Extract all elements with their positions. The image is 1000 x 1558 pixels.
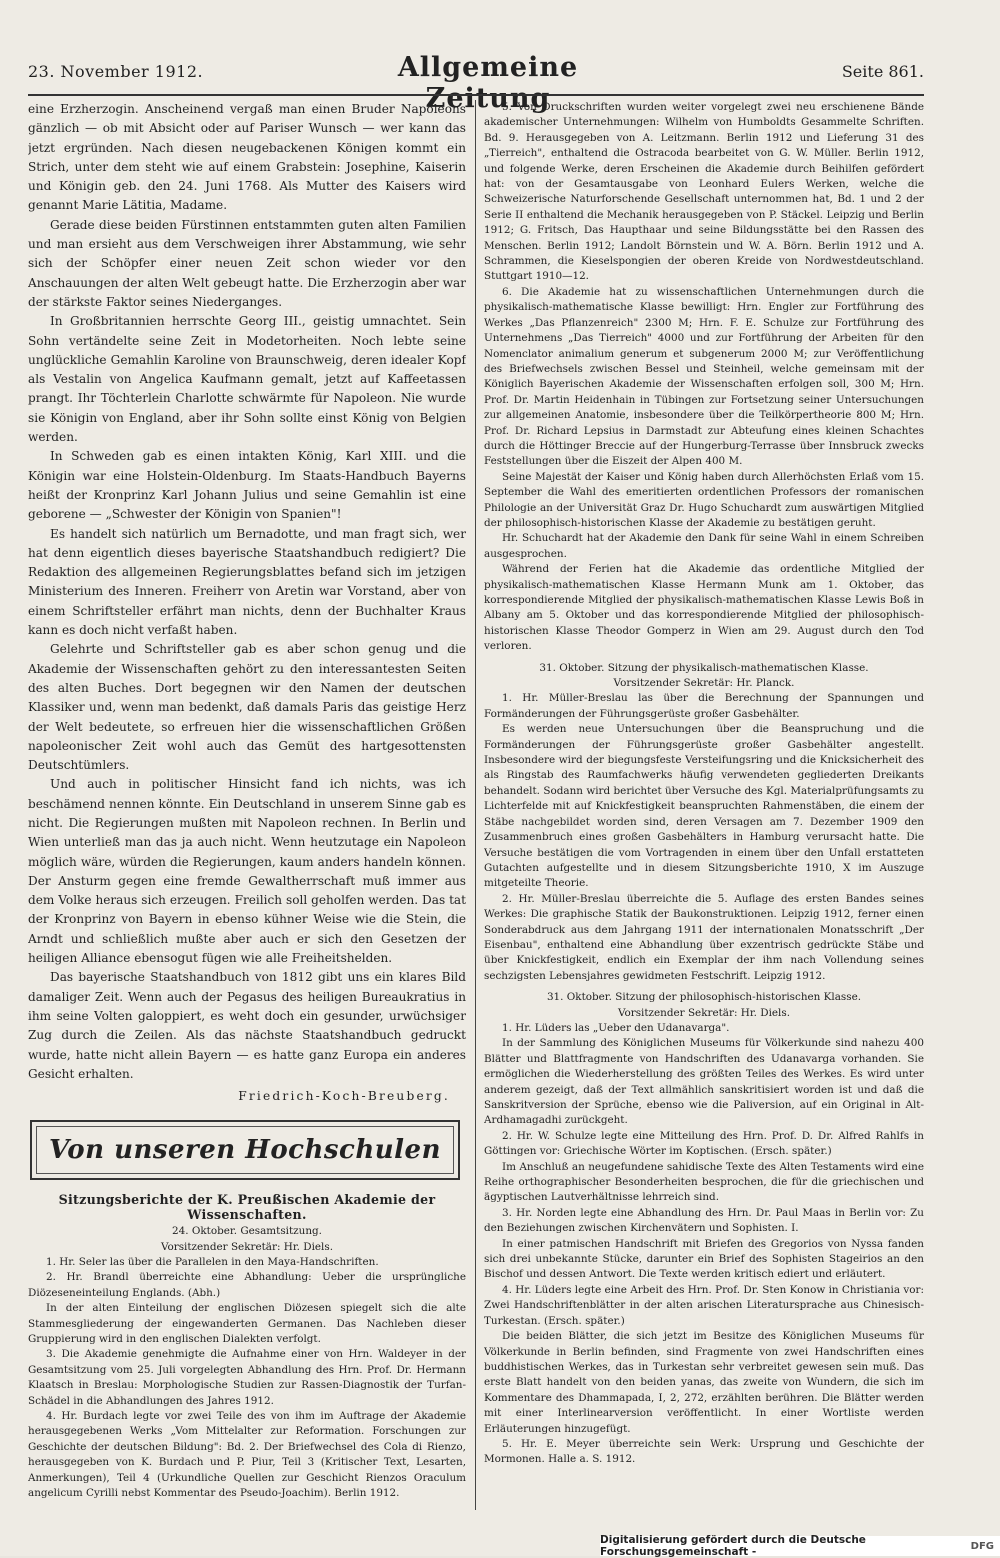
section-heading: Von unseren Hochschulen (36, 1126, 454, 1174)
author-signature: Friedrich-Koch-Breuberg. (238, 1089, 450, 1104)
paragraph: In Großbritannien herrschte Georg III., geistig umnachtet. Sein Sohn vertändelte seine Zeit in Modetorheiten. Noch lebte seine unglückliche Gemahlin Karoline von Braunschweig, deren idealer Kopf als Vestalin von Angelica Kaufmann gemalt, jetzt auf Kaffeetassen prangt. Ihr Töchterlein Charlotte schwärmte für Napoleon. Nie wurde sie Königin von England, aber ihr Sohn sollte einst König von Belgien werden. (28, 314, 466, 445)
paragraph: Gelehrte und Schriftsteller gab es aber schon genug und die Akademie der Wissenschaften gehört zu den interessantesten Seiten des alten Buches. Dort begegnen wir den Namen der deutschen Klassiker und, wenn man bedenkt, daß damals Paris das geistige Herz der Welt bedeutete, so erfreuen hier die wissenschaftlichen Größen napoleonischer Zeit wohl auch das Gemüt des hartgesottensten Deutschtümlers. (28, 642, 466, 773)
paragraph: Es handelt sich natürlich um Bernadotte, und man fragt sich, wer hat denn eigentlich dieses bayerische Staatshandbuch redigiert? Die Redaktion des allgemeinen Regierungsblattes befand sich im jetzigen Ministerium des Inneren. Freiherr von Aretin war Vorstand, aber von einem Schriftsteller erfährt man nichts, denn der Buchhalter Kraus kann es doch nicht verfaßt haben. (28, 526, 466, 638)
right-column (484, 100, 924, 1510)
session-chair: Vorsitzender Sekretär: Hr. Planck. (613, 677, 795, 690)
session-item: Seine Majestät der Kaiser und König haben durch Allerhöchsten Erlaß vom 15. September die Wahl des emeritierten ordentlichen Professors der romanischen Philologie an der Universität Graz Dr. Hugo Schuchardt zum auswärtigen Mitglied der philosophisch-historischen Klasse der Akademie zu bestätigen geruht. (484, 470, 924, 529)
session-item: 6. Die Akademie hat zu wissenschaftlichen Unternehmungen durch die physikalisch-mathematische Klasse bewilligt: Hrn. Engler zur Fortführung des Werkes „Das Pflanzenreich" 2300 M; Hrn. F. E. Schulze zur Fortführung des Unternehmens „Das Tierreich" 4000 und zur Fortführung der Arbeiten für den Nomenclator animalium generum et subgenerum 2000 M; zur Veröffentlichung des Briefwechsels zwischen Bessel und Steinheil, welche gemeinsam mit der Königlich Bayerischen Akademie der Wissenschaften erfolgen soll, 300 M; Hrn. Prof. Dr. Martin Heidenhain in Tübingen zur Fortsetzung seiner Untersuchungen zur allgemeinen Anatomie, insbesondere über die Teilkörpertheorie 800 M; Hrn. Prof. Dr. Richard Lepsius in Darmstadt zur Abteufung eines kleinen Schachtes durch die Höttinger Breccie auf der Hungerburg-Terrasse über Innsbruck zwecks Feststellungen über die Eiszeit der Alpen 400 M. (484, 285, 924, 468)
session-date: 24. Oktober. Gesamtsitzung. (172, 1225, 322, 1238)
session-chair: Vorsitzender Sekretär: Hr. Diels. (160, 1240, 334, 1253)
page-number: Seite 861. (841, 62, 924, 81)
session-item: Die beiden Blätter, die sich jetzt im Besitze des Königlichen Museums für Völkerkunde in Berlin befinden, sind Fragmente von zwei Handschriften eines buddhistischen Werkes, das in Turkestan sehr verbreitet gewesen sein muß. Das erste Blatt handelt von den beiden yanas, das zweite von Wundern, die sich im Kommentare des Dhammapada, I, 2, 272, erzählten berühren. Die Blätter werden mit einer Interlinearversion veröffentlicht. In einer Wortliste werden Erläuterungen hinzugefügt. (484, 1330, 924, 1435)
paragraph: In Schweden gab es einen intakten König, Karl XIII. und die Königin war eine Holstein-Oldenburg. Im Staats-Handbuch Bayerns heißt der Kronprinz Karl Johann Julius und seine Gemahlin ist eine geborene — „Schwester der Königin von Spanien"! (28, 449, 466, 522)
session-item: Während der Ferien hat die Akademie das ordentliche Mitglied der physikalisch-mathematischen Klasse Hermann Munk am 1. Oktober, das korrespondierende Mitglied der physikalisch-mathematischen Klasse Lewis Boß in Albany am 5. Oktober und das korrespondierende Mitglied der philosophisch-historischen Klasse Theodor Gomperz in Wien am 29. August durch den Tod verloren. (484, 563, 924, 653)
session-item: Es werden neue Untersuchungen über die Beanspruchung und die Formänderungen der Führungsgerüste großer Gasbehälter angestellt. Insbesondere wird der biegungsfeste Versteifungsring und die Knicksicherheit des als Ringstab des Raumfachwerks häufig verwendeten gegliederten Dreikants behandelt. Sodann wird berichtet über Versuche des Kgl. Materialprüfungsamts zu Lichterfelde mit auf Knickfestigkeit beanspruchten Rahmenstäben, die einem der Stäbe nachgebildet worden sind, deren Versagen am 7. Dezember 1909 den Zusammenbruch eines großen Gasbehälters in Hamburg verursacht hatte. Die Versuche bestätigen die vom Vortragenden in einem über den Unfall erstatteten Gutachten aufgestellte und in diesem Sitzungsberichte 1910, X im Auszuge mitgeteilte Theorie. (484, 723, 924, 890)
issue-date: 23. November 1912. (28, 62, 204, 81)
session-item: 5. Von Druckschriften wurden weiter vorgelegt zwei neu erschienene Bände akademischer Unternehmungen: Wilhelm von Humboldts Gesammelte Schriften. Bd. 9. Herausgegeben von A. Leitzmann. Berlin 1912 und Lieferung 31 des „Tierreich", enthaltend die Ostracoda bearbeitet von G. W. Müller. Berlin 1912, und folgende Werke, deren Erscheinen die Akademie durch Beihilfen gefördert hat: von der Gesamtausgabe von Leonhard Eulers Werken, welche die Schweizerische Naturforschende Gesellschaft unternommen hat, Bd. 1 und 2 der Serie II enthaltend die Mechanik herausgegeben von P. Stäckel. Leipzig und Berlin 1912; G. Fritsch, Das Haupthaar und seine Bildungsstätte bei den Rassen des Menschen. Berlin 1912; Landolt Börnstein und W. A. Börn. Berlin 1912 und A. Schrammen, die Kieselspongien der oberen Kreide von Nordwestdeutschland. Stuttgart 1910—12. (484, 101, 924, 283)
session-item: 2. Hr. W. Schulze legte eine Mitteilung des Hrn. Prof. D. Dr. Alfred Rahlfs in Göttingen vor: Griechische Wörter im Koptischen. (Ersch. später.) (484, 1129, 924, 1158)
paragraph: Das bayerische Staatshandbuch von 1812 gibt uns ein klares Bild damaliger Zeit. Wenn auch der Pegasus des heiligen Bureaukratius in ihm seine Volten galoppiert, es weht doch ein gesunder, urwüchsiger Zug durch die Zeilen. Als das nächste Staatshandbuch gedruckt wurde, hatte nicht allein Bayern — es hatte ganz Europa ein anderes Gesicht erhalten. (28, 970, 466, 1081)
masthead: Allgemeine Zeitung (397, 52, 579, 114)
session-item: In einer patmischen Handschrift mit Briefen des Gregorios von Nyssa fanden sich drei unbekannte Stücke, darunter ein Brief des Sophisten Stageirios an den Bischof und dessen Antwort. Die Texte werden kritisch ediert und erläutert. (484, 1237, 924, 1281)
session-item: In der Sammlung des Königlichen Museums für Völkerkunde sind nahezu 400 Blätter und Blattfragmente von Handschriften des Udanavarga vorhanden. Sie ermöglichen die Wiederherstellung des größten Teiles des Werkes. Es wird unter anderem gezeigt, daß der Text allmählich sanskritisiert worden ist und daß die Sanskritversion der Sprüche, ebenso wie die Paliversion, auf ein Original in Alt-Ardhamagadhi zurückgeht. (484, 1037, 924, 1127)
session-item: 2. Hr. Brandl überreichte eine Abhandlung: Ueber die ursprüngliche Diözeseneinteilung Englands. (Abh.) (28, 1271, 466, 1299)
column-divider (475, 100, 476, 1510)
session-item: 5. Hr. E. Meyer überreichte sein Werk: Ursprung und Geschichte der Mormonen. Halle a. S. 1912. (484, 1437, 924, 1466)
left-column (28, 100, 466, 1510)
session-chair: Vorsitzender Sekretär: Hr. Diels. (617, 1006, 791, 1019)
session-date: 31. Oktober. Sitzung der physikalisch-mathematischen Klasse. (539, 661, 869, 674)
page-header (28, 52, 924, 114)
session-item: Im Anschluß an neugefundene sahidische Texte des Alten Testaments wird eine Reihe orthographischer Besonderheiten besprochen, die für die griechischen und ägyptischen Lautverhältnisse lehrreich sind. (484, 1160, 924, 1204)
article-subheading: Sitzungsberichte der K. Preußischen Akademie der Wissenschaften. (58, 1192, 436, 1223)
header-rule (28, 94, 924, 96)
session-item: 3. Die Akademie genehmigte die Aufnahme einer von Hrn. Waldeyer in der Gesamtsitzung vom 25. Juli vorgelegten Abhandlung des Hrn. Prof. Dr. Hermann Klaatsch in Breslau: Morphologische Studien zur Rassen-Diagnostik der Turfan-Schädel in die Abhandlungen des Jahres 1912. (28, 1348, 466, 1407)
digitization-footer (600, 1536, 1000, 1556)
session-item: Hr. Schuchardt hat der Akademie den Dank für seine Wahl in einem Schreiben ausgesprochen. (484, 532, 924, 560)
session-item: 1. Hr. Seler las über die Parallelen in den Maya-Handschriften. (46, 1255, 379, 1268)
dfg-logo: DFG (970, 1540, 994, 1552)
session-item: 3. Hr. Norden legte eine Abhandlung des Hrn. Dr. Paul Maas in Berlin vor: Zu den Beziehungen zwischen Kirchenvätern und Sophisten. I. (484, 1206, 924, 1235)
footer-credit: Digitalisierung gefördert durch die Deutsche Forschungsgemeinschaft - (600, 1534, 866, 1558)
session-item: 1. Hr. Müller-Breslau las über die Berechnung der Spannungen und Formänderungen der Führungsgerüste großer Gasbehälter. (484, 692, 924, 720)
section-heading-box (30, 1120, 460, 1180)
paragraph: eine Erzherzogin. Anscheinend vergaß man einen Bruder Napoleons gänzlich — ob mit Absicht oder auf Pariser Wunsch — wer kann das jetzt ergründen. Nach diesen neugebackenen Königen kommt ein Strich, unter dem steht wie auf einem Grabstein: Josephine, Kaiserin und Königin geb. den 24. Juni 1768. Als Mutter des Kaisers wird genannt Marie Lätitia, Madame. (28, 102, 466, 213)
paragraph: Gerade diese beiden Fürstinnen entstammten guten alten Familien und man ersieht aus dem Verschweigen ihrer Abstammung, wie sehr sich der Schöpfer einer neuen Zeit schon wieder vor den Anschauungen der alten Welt gebeugt hatte. Die Erzherzogin aber war der stärkste Faktor seines Niederganges. (28, 217, 466, 309)
paragraph: Und auch in politischer Hinsicht fand ich nichts, was ich beschämend nennen könnte. Ein Deutschland in unserem Sinne gab es nicht. Die Regierungen mußten mit Napoleon rechnen. In Berlin und Wien unterließ man das ja auch nicht. Wenn heutzutage ein Napoleon möglich wäre, würden die Regierungen, kaum anders handeln können. Der Ansturm gegen eine fremde Gewaltherrschaft muß immer aus dem Volke heraus sich erzeugen. Freilich soll geholfen werden. Das tat der Kronprinz von Bayern in ebenso kühner Weise wie die Stein, die Arndt und schließlich mußte aber auch er sich den Gesetzen der heiligen Alliance ebensogut fügen wie alle Freiheitshelden. (28, 777, 466, 966)
session-item: 4. Hr. Lüders legte eine Arbeit des Hrn. Prof. Dr. Sten Konow in Christiania vor: Zwei Handschriftenblätter in der alten arischen Literatursprache aus Chinesisch-Turkestan. (Ersch. später.) (484, 1283, 924, 1327)
session-item: 1. Hr. Lüders las „Ueber den Udanavarga". (502, 1021, 730, 1034)
session-item: In der alten Einteilung der englischen Diözesen spiegelt sich die alte Stammesgliederung der eingewanderten Germanen. Das Nachleben dieser Gruppierung wird in den englischen Dialekten verfolgt. (28, 1302, 466, 1345)
session-date: 31. Oktober. Sitzung der philosophisch-historischen Klasse. (546, 991, 862, 1004)
session-item: 4. Hr. Burdach legte vor zwei Teile des von ihm im Auftrage der Akademie herausgegebenen Werks „Vom Mittelalter zur Reformation. Forschungen zur Geschichte der deutschen Bildung": Bd. 2. Der Briefwechsel des Cola di Rienzo, herausgegeben von K. Burdach und P. Piur, Teil 3 (Kritischer Text, Lesarten, Anmerkungen), Teil 4 (Urkundliche Quellen zur Geschicht Rienzos Oraculum angelicum Cyrilli nebst Kommentar des Pseudo-Joachim). Berlin 1912. (28, 1410, 466, 1500)
session-item: 2. Hr. Müller-Breslau überreichte die 5. Auflage des ersten Bandes seines Werkes: Die graphische Statik der Baukonstruktionen. Leipzig 1912, ferner einen Sonderabdruck aus dem Jahrgang 1911 der internationalen Monatsschrift „Der Eisenbau", enthaltend eine Abhandlung über exzentrisch gedrückte Stäbe und über Knickfestigkeit, endlich ein Exemplar der ihm nach Vollendung seines sechzigsten Lebensjahres gewidmeten Festschrift. Leipzig 1912. (484, 892, 924, 982)
